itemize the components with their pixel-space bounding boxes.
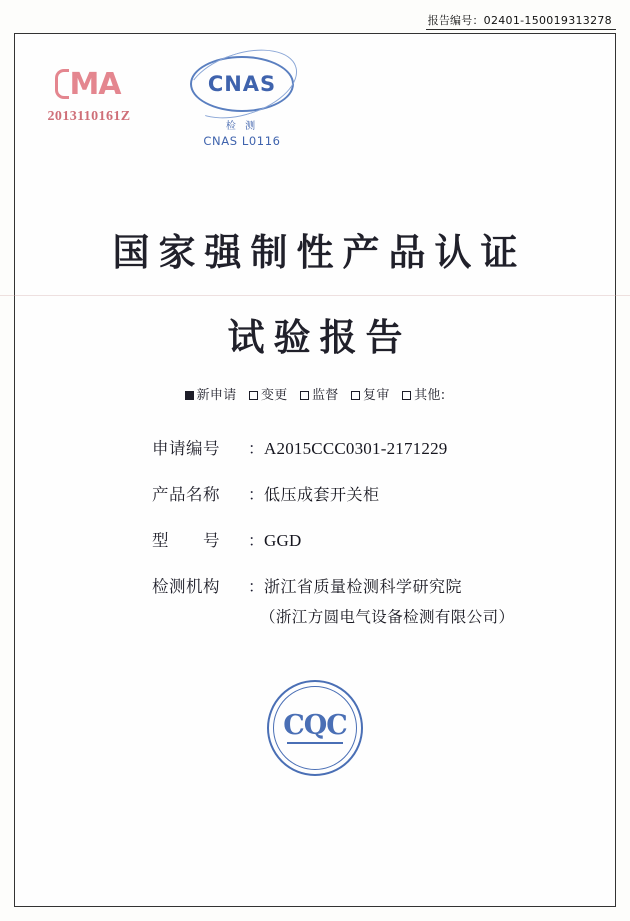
field-list <box>152 435 552 647</box>
cnas-name: CNAS <box>207 72 277 96</box>
field-label-testing-agency: 检测机构 <box>152 577 220 596</box>
checkbox-label-new: 新申请 <box>196 388 237 403</box>
cqc-logo <box>267 680 363 776</box>
field-colon: ： <box>248 441 265 458</box>
checkbox-other-icon[interactable] <box>402 391 411 400</box>
application-type-row <box>0 384 630 403</box>
cqc-bar-icon <box>287 742 343 744</box>
field-testing-agency <box>152 573 552 597</box>
field-label-application-no: 申请编号 <box>152 439 220 458</box>
checkbox-item-supervise[interactable] <box>300 384 339 403</box>
scan-artifact <box>0 295 630 296</box>
report-number-label: 报告编号： <box>427 14 484 27</box>
field-label-model: 型 号 <box>152 531 220 550</box>
field-value-application-no: A2015CCC0301-2171229 <box>264 439 448 458</box>
checkbox-label-other: 其他: <box>414 388 446 403</box>
field-colon: ： <box>248 533 265 550</box>
page-subtitle: 试验报告 <box>227 315 412 359</box>
page-title: 国家强制性产品认证 <box>112 230 527 274</box>
checkbox-label-supervise: 监督 <box>312 388 339 403</box>
field-value-model: GGD <box>264 531 302 550</box>
checkbox-label-review: 复审 <box>363 388 390 403</box>
field-model <box>152 527 552 551</box>
field-colon: ： <box>248 579 265 596</box>
cma-code: 2013110161Z <box>47 109 131 124</box>
field-value-testing-agency: 浙江省质量检测科学研究院 <box>264 577 463 596</box>
report-number-value: 02401-150019313278 <box>483 14 612 27</box>
field-colon: ： <box>248 487 265 504</box>
field-product-name <box>152 481 552 505</box>
checkbox-review-icon[interactable] <box>351 391 360 400</box>
field-label-product-name: 产品名称 <box>152 485 220 504</box>
checkbox-new-icon[interactable] <box>185 391 194 400</box>
field-value-product-name: 低压成套开关柜 <box>264 485 380 504</box>
field-value-testing-agency-sub: （浙江方圆电气设备检测有限公司） <box>260 608 515 626</box>
cma-mark-icon: MA <box>55 68 122 102</box>
cnas-category: 检 测 <box>225 121 259 132</box>
checkbox-item-review[interactable] <box>351 384 390 403</box>
cqc-text: CQC <box>283 710 347 741</box>
checkbox-item-other[interactable] <box>402 384 445 403</box>
checkbox-item-new[interactable] <box>185 384 237 403</box>
cnas-code: CNAS L0116 <box>203 134 281 148</box>
checkbox-label-change: 变更 <box>260 388 288 403</box>
checkbox-item-change[interactable] <box>249 384 288 403</box>
checkbox-supervise-icon[interactable] <box>300 391 309 400</box>
cnas-oval-icon <box>190 56 294 112</box>
checkbox-change-icon[interactable] <box>249 391 258 400</box>
cma-logo <box>34 68 144 125</box>
field-application-no <box>152 435 552 459</box>
cnas-logo <box>172 56 312 148</box>
